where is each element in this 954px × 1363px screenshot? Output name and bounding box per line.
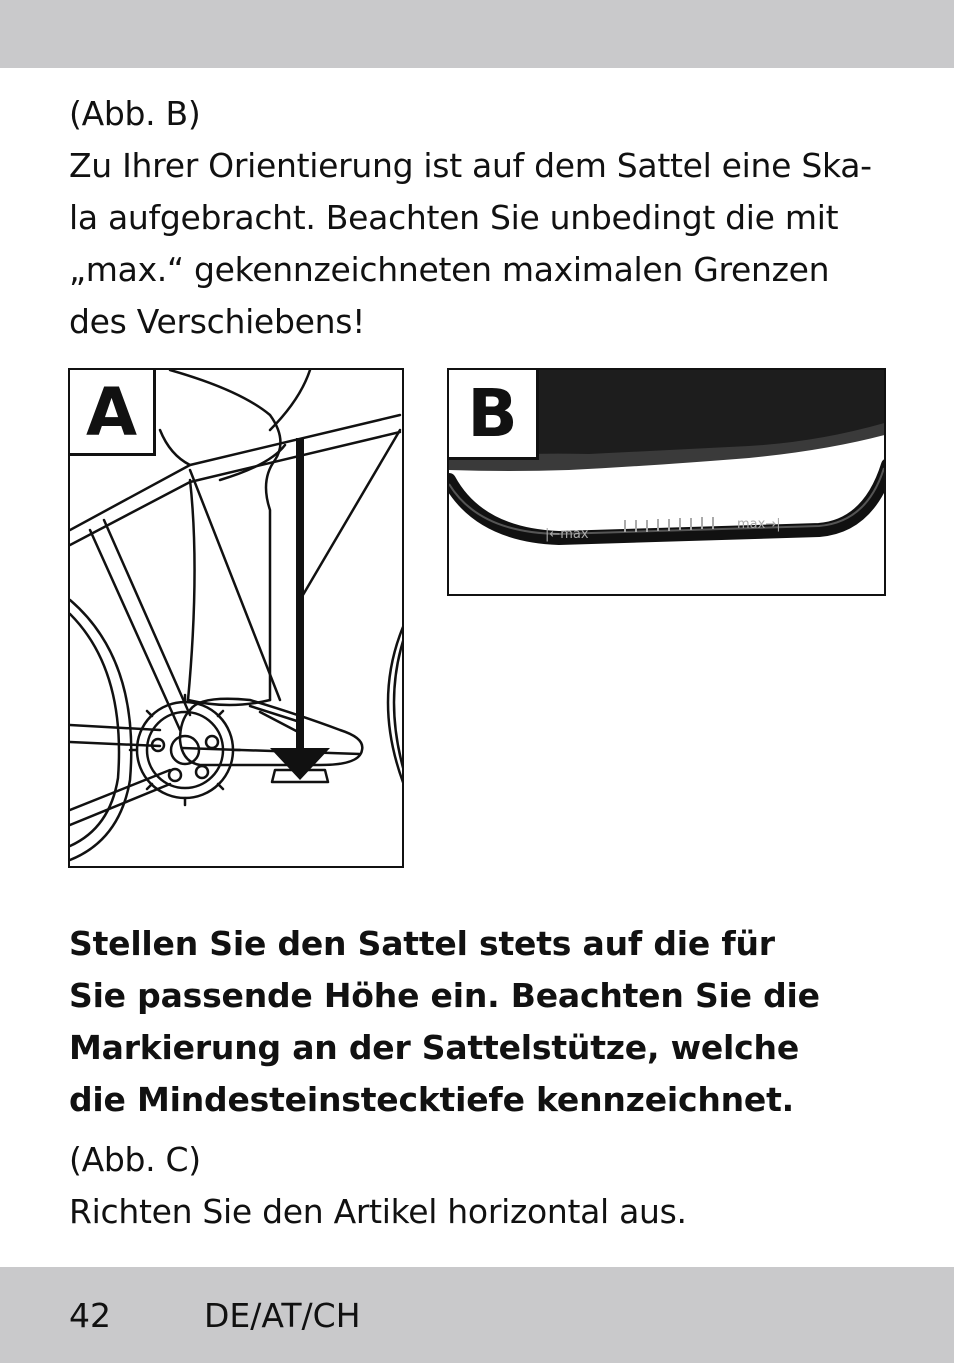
warning-line: Markierung an der Sattelstütze, welche [69, 1028, 800, 1067]
instruction-line: Richten Sie den Artikel horizontal aus. [69, 1192, 687, 1231]
figure-label: B [449, 370, 539, 460]
warning-line: die Mindesteinstecktiefe kennzeichnet. [69, 1080, 795, 1119]
scale-max-left: |←max [545, 527, 589, 542]
figure-label: A [70, 370, 156, 456]
intro-line: la aufgebracht. Beachten Sie unbedingt die mit [69, 198, 839, 237]
scale-max-right: max→| [737, 517, 781, 532]
locale-label: DE/AT/CH [204, 1296, 361, 1335]
warning-line: Stellen Sie den Sattel stets auf die für [69, 924, 775, 963]
page-number: 42 [69, 1296, 111, 1335]
header-bar [0, 0, 954, 68]
intro-line: Zu Ihrer Orientierung ist auf dem Sattel eine Ska- [69, 146, 872, 185]
instruction-line: (Abb. C) [69, 1140, 201, 1179]
intro-line: des Verschiebens! [69, 302, 366, 341]
figure-a [68, 368, 404, 868]
figure-b [447, 368, 886, 596]
footer-bar [0, 1267, 954, 1363]
intro-line: „max.“ gekennzeichneten maximalen Grenzen [69, 250, 830, 289]
warning-line: Sie passende Höhe ein. Beachten Sie die [69, 976, 820, 1015]
intro-line: (Abb. B) [69, 94, 201, 133]
